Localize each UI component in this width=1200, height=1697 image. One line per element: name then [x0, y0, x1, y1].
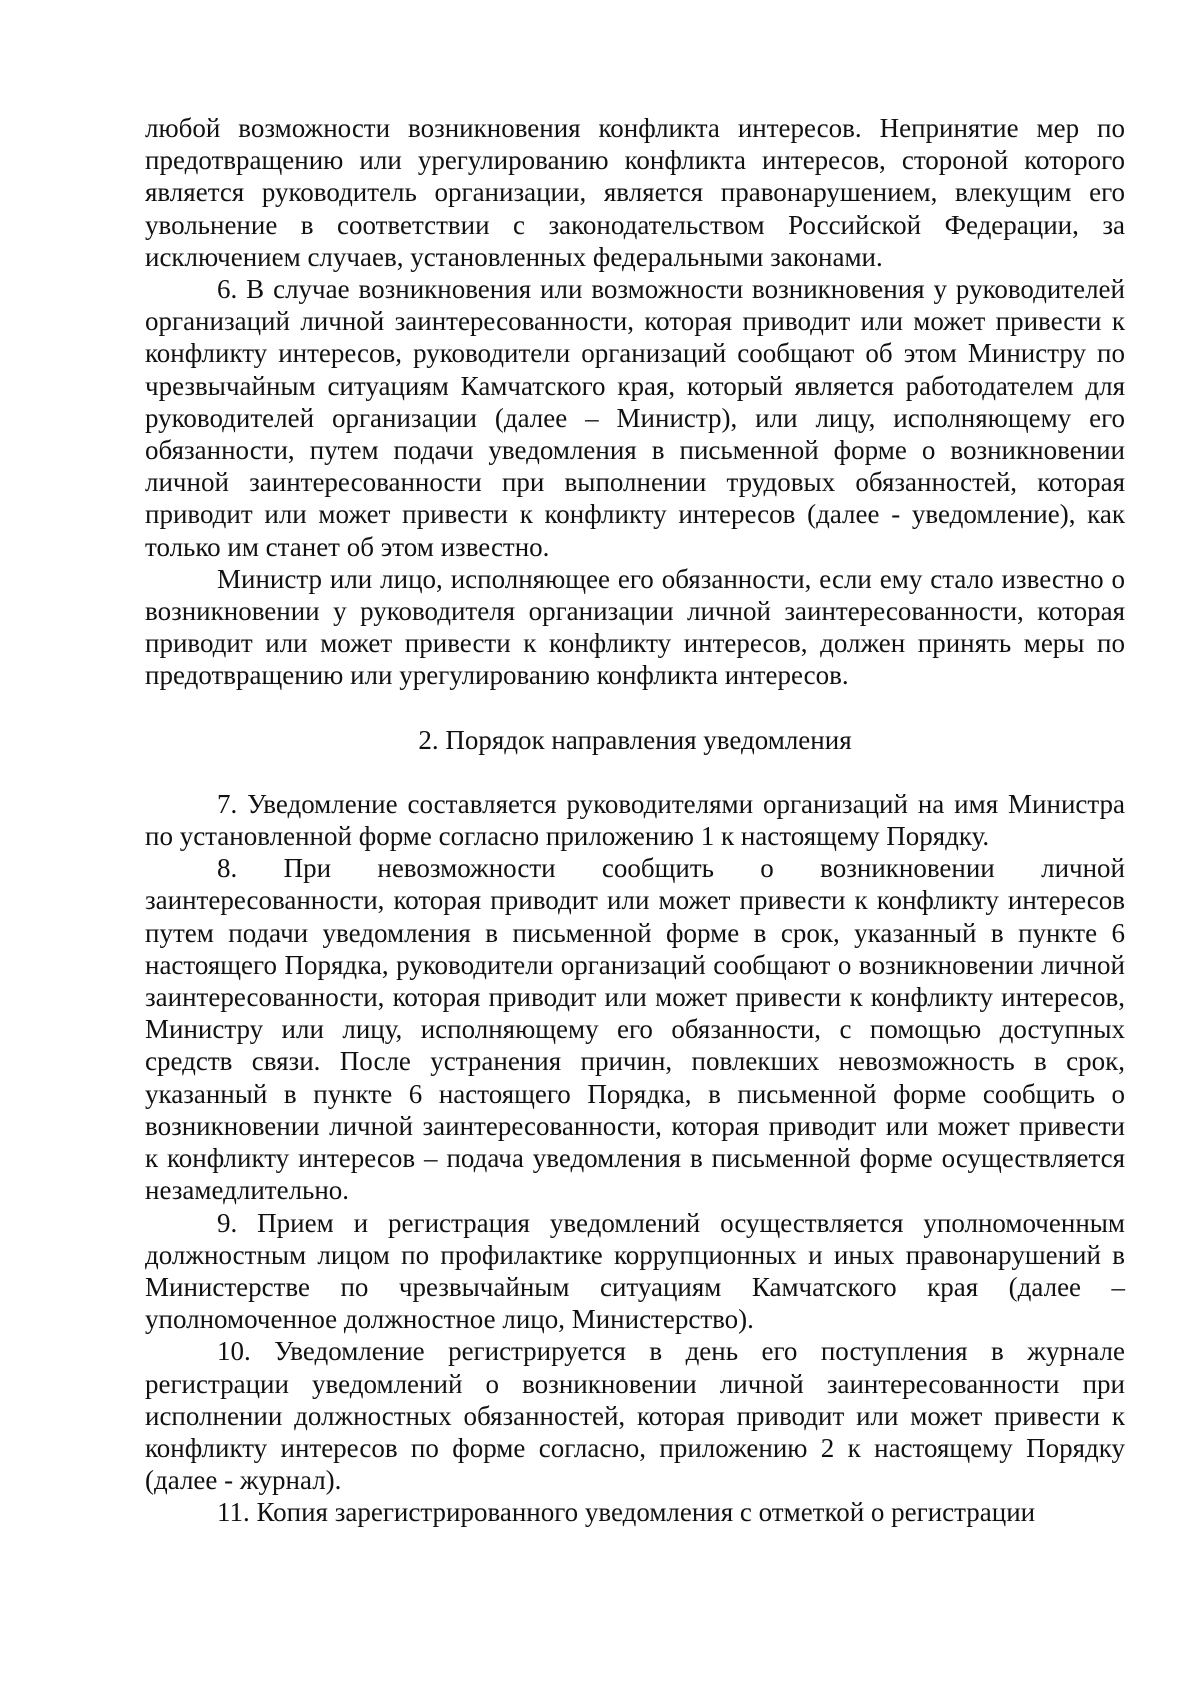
paragraph-minister-duty: Министр или лицо, исполняющее его обязанности, если ему стало известно о возникновении у руководителя организации личной заинтересованности, которая приводит или может привести к конфликту интересов, должен принять меры по предотвращению или урегулированию конфликта интересов. — [145, 563, 1125, 691]
section-heading: 2. Порядок направления уведомления — [418, 724, 852, 755]
paragraph-item-8: 8. При невозможности сообщить о возникновении личной заинтересованности, которая приводит или может привести к конфликту интересов путем подачи уведомления в письменной форме в срок, указанный в пункте 6 настоящего Порядка, руководители организаций сообщают о возникновении личной заинтересованности, которая приводит или может привести к конфликту интересов, Министру или лицу, исполняющему его обязанности, с помощью доступных средств связи. После устранения причин, повлекших невозможность в срок, указанный в пункте 6 настоящего Порядка, в письменной форме сообщить о возникновении личной заинтересованности, которая приводит или может привести к конфликту интересов – подача уведомления в письменной форме осуществляется незамедлительно. — [145, 853, 1125, 1206]
paragraph-item-11: 11. Копия зарегистрированного уведомления с отметкой о регистрации — [217, 1497, 1036, 1528]
paragraph-item-9: 9. Прием и регистрация уведомлений осуществляется уполномоченным должностным лицом по профилактике коррупционных и иных правонарушений в Министерстве по чрезвычайным ситуациям Камчатского края (далее – уполномоченное должностное лицо, Министерство). — [145, 1207, 1125, 1335]
paragraph-item-10: 10. Уведомление регистрируется в день его поступления в журнале регистрации уведомлений о возникновении личной заинтересованности при исполнении должностных обязанностей, которая приводит или может привести к конфликту интересов по форме согласно, приложению 2 к настоящему Порядку (далее - журнал). — [145, 1336, 1125, 1496]
paragraph-item-7: 7. Уведомление составляется руководителями организаций на имя Министра по установленной форме согласно приложению 1 к настоящему Порядку. — [145, 788, 1125, 852]
paragraph-item-6: 6. В случае возникновения или возможности возникновения у руководителей организаций личной заинтересованности, которая приводит или может привести к конфликту интересов, руководители организаций сообщают об этом Министру по чрезвычайным ситуациям Камчатского края, который является работодателем для руководителей организации (далее – Министр), или лицу, исполняющему его обязанности, путем подачи уведомления в письменной форме о возникновении личной заинтересованности при выполнении трудовых обязанностей, которая приводит или может привести к конфликту интересов (далее - уведомление), как только им станет об этом известно. — [145, 274, 1125, 562]
paragraph-continuation: любой возможности возникновения конфликта интересов. Непринятие мер по предотвращению или урегулированию конфликта интересов, стороной которого является руководитель организации, является правонарушением, влекущим его увольнение в соответствии с законодательством Российской Федерации, за исключением случаев, установленных федеральными законами. — [145, 113, 1125, 272]
